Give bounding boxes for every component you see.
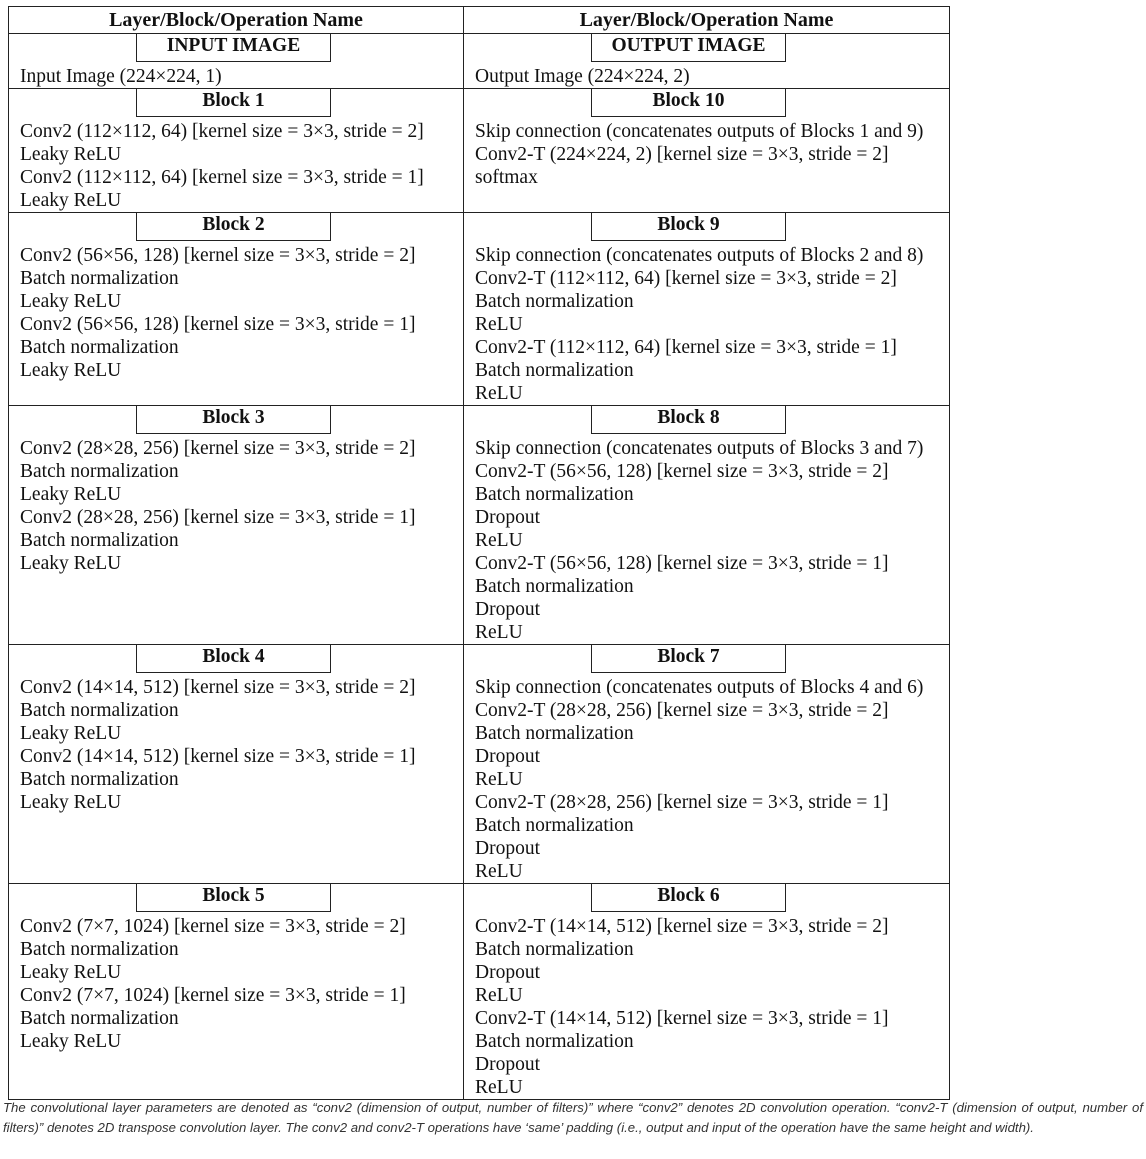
- table-row: [9, 406, 950, 645]
- encoder-cell: [9, 645, 464, 884]
- operation-line: Dropout: [475, 838, 540, 859]
- block-title: Block 8: [591, 406, 786, 434]
- table-row: [9, 34, 950, 89]
- operation-line: Conv2 (112×112, 64) [kernel size = 3×3, stride = 2]: [20, 121, 424, 142]
- operation-line: ReLU: [475, 622, 523, 643]
- operation-line: Skip connection (concatenates outputs of Blocks 2 and 8): [475, 245, 924, 266]
- operation-line: ReLU: [475, 314, 523, 335]
- operation-line: Conv2 (7×7, 1024) [kernel size = 3×3, stride = 2]: [20, 916, 406, 937]
- operation-line: Batch normalization: [475, 576, 634, 597]
- block-title: INPUT IMAGE: [136, 34, 331, 62]
- block-title: Block 10: [591, 89, 786, 117]
- operation-line: Conv2 (28×28, 256) [kernel size = 3×3, stride = 2]: [20, 438, 416, 459]
- architecture-table: [8, 6, 950, 1100]
- table-caption: The convolutional layer parameters are denoted as “conv2 (dimension of output, number of filters)” where “conv2” denotes 2D convolution operation. “conv2-T (dimension of output, number of filters)” denotes 2D transpose convolution layer. The conv2 and conv2-T operations have ‘same’ padding (i.e., output and input of the operation have the same height and width).: [3, 1100, 1143, 1135]
- operation-line: Output Image (224×224, 2): [475, 66, 690, 87]
- operation-line: Batch normalization: [20, 1008, 179, 1029]
- operation-line: Leaky ReLU: [20, 792, 122, 813]
- encoder-cell: [9, 884, 464, 1100]
- column-header-left: Layer/Block/Operation Name: [9, 7, 464, 34]
- operation-line: Batch normalization: [20, 700, 179, 721]
- operation-line: Conv2-T (112×112, 64) [kernel size = 3×3, stride = 1]: [475, 337, 897, 358]
- operation-line: Batch normalization: [20, 461, 179, 482]
- operation-line: Leaky ReLU: [20, 144, 122, 165]
- encoder-cell: [9, 406, 464, 645]
- decoder-cell: [464, 884, 950, 1100]
- operation-line: Conv2-T (14×14, 512) [kernel size = 3×3, stride = 2]: [475, 916, 889, 937]
- operation-line: softmax: [475, 167, 538, 188]
- operation-line: Dropout: [475, 507, 540, 528]
- operation-line: ReLU: [475, 769, 523, 790]
- operation-line: Batch normalization: [20, 530, 179, 551]
- operation-line: Batch normalization: [475, 939, 634, 960]
- block-title: Block 1: [136, 89, 331, 117]
- block-title: Block 4: [136, 645, 331, 673]
- operation-line: Conv2 (56×56, 128) [kernel size = 3×3, stride = 1]: [20, 314, 416, 335]
- operation-line: Conv2 (14×14, 512) [kernel size = 3×3, stride = 2]: [20, 677, 416, 698]
- operation-line: Dropout: [475, 962, 540, 983]
- operation-line: Conv2-T (28×28, 256) [kernel size = 3×3, stride = 1]: [475, 792, 889, 813]
- block-title: Block 3: [136, 406, 331, 434]
- operation-line: ReLU: [475, 530, 523, 551]
- operation-line: Input Image (224×224, 1): [20, 66, 222, 87]
- block-title: Block 2: [136, 213, 331, 241]
- decoder-cell: [464, 645, 950, 884]
- operation-line: Conv2 (14×14, 512) [kernel size = 3×3, stride = 1]: [20, 746, 416, 767]
- encoder-cell: [9, 213, 464, 406]
- table-row: [9, 645, 950, 884]
- operation-line: Leaky ReLU: [20, 484, 122, 505]
- operation-line: Batch normalization: [20, 337, 179, 358]
- operation-line: Batch normalization: [20, 769, 179, 790]
- operation-line: Leaky ReLU: [20, 291, 122, 312]
- operation-line: Conv2 (112×112, 64) [kernel size = 3×3, stride = 1]: [20, 167, 424, 188]
- operation-line: Dropout: [475, 599, 540, 620]
- operation-line: Conv2-T (112×112, 64) [kernel size = 3×3, stride = 2]: [475, 268, 897, 289]
- operation-line: Conv2-T (224×224, 2) [kernel size = 3×3, stride = 2]: [475, 144, 889, 165]
- operation-line: Leaky ReLU: [20, 1031, 122, 1052]
- encoder-cell: [9, 34, 464, 89]
- operation-line: Skip connection (concatenates outputs of Blocks 1 and 9): [475, 121, 924, 142]
- operation-line: Batch normalization: [475, 815, 634, 836]
- operation-line: Leaky ReLU: [20, 190, 122, 211]
- header-row: [9, 7, 950, 34]
- decoder-cell: [464, 213, 950, 406]
- block-title: Block 9: [591, 213, 786, 241]
- operation-line: Dropout: [475, 1054, 540, 1075]
- decoder-cell: [464, 89, 950, 213]
- table-row: [9, 213, 950, 406]
- operation-line: Leaky ReLU: [20, 553, 122, 574]
- operation-line: Batch normalization: [475, 723, 634, 744]
- operation-line: ReLU: [475, 861, 523, 882]
- operation-line: Conv2 (56×56, 128) [kernel size = 3×3, stride = 2]: [20, 245, 416, 266]
- table-row: [9, 89, 950, 213]
- decoder-cell: [464, 34, 950, 89]
- operation-line: Leaky ReLU: [20, 360, 122, 381]
- operation-line: Dropout: [475, 746, 540, 767]
- operation-line: Batch normalization: [475, 1031, 634, 1052]
- decoder-cell: [464, 406, 950, 645]
- operation-line: Conv2-T (56×56, 128) [kernel size = 3×3, stride = 2]: [475, 461, 889, 482]
- block-title: OUTPUT IMAGE: [591, 34, 786, 62]
- operation-line: Conv2 (28×28, 256) [kernel size = 3×3, stride = 1]: [20, 507, 416, 528]
- encoder-cell: [9, 89, 464, 213]
- block-title: Block 7: [591, 645, 786, 673]
- operation-line: Leaky ReLU: [20, 962, 122, 983]
- operation-line: Batch normalization: [475, 484, 634, 505]
- operation-line: Batch normalization: [20, 939, 179, 960]
- block-title: Block 6: [591, 884, 786, 912]
- column-header-right: Layer/Block/Operation Name: [464, 7, 950, 34]
- operation-line: Batch normalization: [475, 291, 634, 312]
- operation-line: Conv2-T (56×56, 128) [kernel size = 3×3, stride = 1]: [475, 553, 889, 574]
- operation-line: Batch normalization: [20, 268, 179, 289]
- operation-line: ReLU: [475, 383, 523, 404]
- operation-line: ReLU: [475, 1077, 523, 1098]
- operation-line: Skip connection (concatenates outputs of Blocks 3 and 7): [475, 438, 924, 459]
- block-title: Block 5: [136, 884, 331, 912]
- operation-line: Batch normalization: [475, 360, 634, 381]
- operation-line: Conv2-T (28×28, 256) [kernel size = 3×3, stride = 2]: [475, 700, 889, 721]
- operation-line: Leaky ReLU: [20, 723, 122, 744]
- table-row: [9, 884, 950, 1100]
- operation-line: Conv2-T (14×14, 512) [kernel size = 3×3, stride = 1]: [475, 1008, 889, 1029]
- operation-line: Skip connection (concatenates outputs of Blocks 4 and 6): [475, 677, 924, 698]
- operation-line: Conv2 (7×7, 1024) [kernel size = 3×3, stride = 1]: [20, 985, 406, 1006]
- operation-line: ReLU: [475, 985, 523, 1006]
